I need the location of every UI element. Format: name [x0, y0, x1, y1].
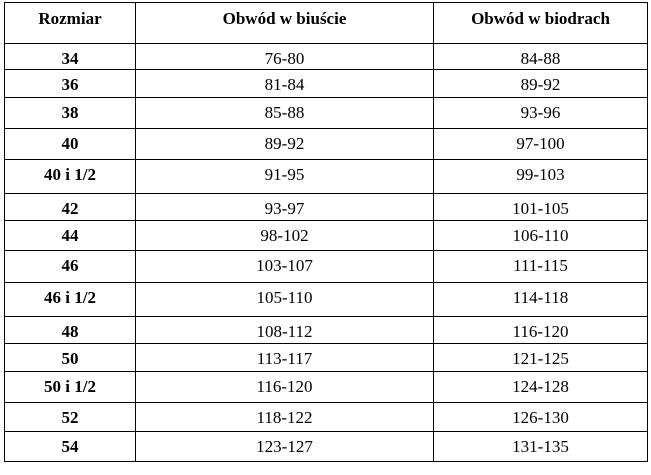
- hips-cell: 106-110: [434, 221, 648, 251]
- bust-cell: 113-117: [136, 344, 434, 372]
- hips-cell: 101-105: [434, 194, 648, 221]
- hips-cell: 89-92: [434, 70, 648, 98]
- bust-cell: 93-97: [136, 194, 434, 221]
- table-row: [5, 344, 648, 372]
- table-body: [5, 44, 648, 462]
- hips-cell: 111-115: [434, 251, 648, 283]
- size-cell: 48: [5, 317, 136, 344]
- bust-cell: 118-122: [136, 403, 434, 432]
- table-row: [5, 432, 648, 462]
- hips-cell: 99-103: [434, 160, 648, 194]
- size-chart-table: [4, 2, 648, 462]
- header-row: [5, 3, 648, 44]
- table-row: [5, 283, 648, 317]
- hips-cell: 93-96: [434, 98, 648, 129]
- size-cell: 40: [5, 129, 136, 160]
- hips-cell: 124-128: [434, 372, 648, 403]
- hips-cell: 121-125: [434, 344, 648, 372]
- size-cell: 54: [5, 432, 136, 462]
- size-cell: 44: [5, 221, 136, 251]
- size-cell: 34: [5, 44, 136, 70]
- table-row: [5, 44, 648, 70]
- bust-cell: 85-88: [136, 98, 434, 129]
- bust-cell: 89-92: [136, 129, 434, 160]
- hips-cell: 126-130: [434, 403, 648, 432]
- table-row: [5, 372, 648, 403]
- size-cell: 42: [5, 194, 136, 221]
- bust-cell: 116-120: [136, 372, 434, 403]
- size-cell: 40 i 1/2: [5, 160, 136, 194]
- table-row: [5, 403, 648, 432]
- bust-cell: 91-95: [136, 160, 434, 194]
- bust-cell: 81-84: [136, 70, 434, 98]
- header-size: Rozmiar: [5, 3, 136, 44]
- size-cell: 52: [5, 403, 136, 432]
- size-cell: 50: [5, 344, 136, 372]
- hips-cell: 131-135: [434, 432, 648, 462]
- bust-cell: 108-112: [136, 317, 434, 344]
- hips-cell: 114-118: [434, 283, 648, 317]
- bust-cell: 98-102: [136, 221, 434, 251]
- bust-cell: 103-107: [136, 251, 434, 283]
- table-row: [5, 70, 648, 98]
- table-row: [5, 129, 648, 160]
- table-row: [5, 98, 648, 129]
- bust-cell: 105-110: [136, 283, 434, 317]
- header-bust: Obwód w biuście: [136, 3, 434, 44]
- table-row: [5, 317, 648, 344]
- bust-cell: 76-80: [136, 44, 434, 70]
- hips-cell: 116-120: [434, 317, 648, 344]
- table-row: [5, 221, 648, 251]
- hips-cell: 97-100: [434, 129, 648, 160]
- size-cell: 36: [5, 70, 136, 98]
- bust-cell: 123-127: [136, 432, 434, 462]
- table-row: [5, 194, 648, 221]
- header-hips: Obwód w biodrach: [434, 3, 648, 44]
- hips-cell: 84-88: [434, 44, 648, 70]
- table-row: [5, 251, 648, 283]
- table-row: [5, 160, 648, 194]
- size-cell: 38: [5, 98, 136, 129]
- size-cell: 50 i 1/2: [5, 372, 136, 403]
- size-cell: 46 i 1/2: [5, 283, 136, 317]
- size-cell: 46: [5, 251, 136, 283]
